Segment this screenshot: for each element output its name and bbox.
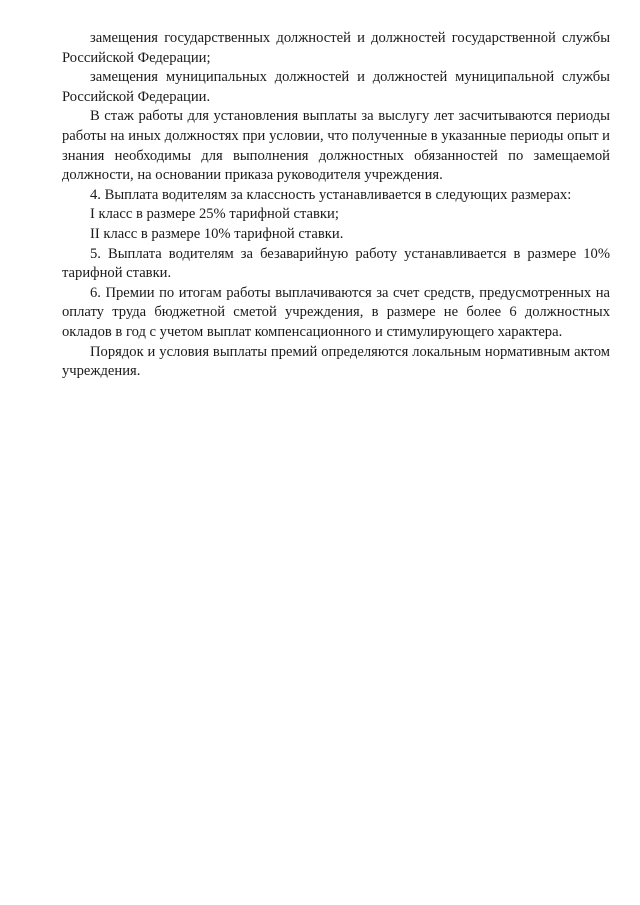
- paragraph-driver-class-payment: 4. Выплата водителям за классность устанавливается в следующих размерах:: [90, 186, 572, 203]
- paragraph-accident-free-payment: 5. Выплата водителям за безаварийную работу устанавливается в размере 10% тарифной ставки.: [62, 245, 610, 282]
- paragraph-class-2: II класс в размере 10% тарифной ставки.: [90, 225, 344, 242]
- document-body: [62, 29, 610, 382]
- paragraph-service-municipal: замещения муниципальных должностей и должностей муниципальной службы Российской Федерации.: [62, 69, 610, 105]
- paragraph-bonus-procedure: Порядок и условия выплаты премий определяются локальным нормативным актом учреждения.: [62, 343, 610, 380]
- paragraph-seniority-periods: В стаж работы для установления выплаты за выслугу лет засчитываются периоды работы на иных должностях при условии, что полученные в указанные периоды опыт и знания необходимы для выполнения должностных обязанностей по замещаемой должности, на основании приказа руководителя учреждения.: [62, 108, 610, 184]
- paragraph-service-state: замещения государственных должностей и должностей государственной службы Российской Федерации;: [62, 30, 610, 66]
- paragraph-class-1: I класс в размере 25% тарифной ставки;: [90, 206, 339, 223]
- paragraph-bonuses: 6. Премии по итогам работы выплачиваются за счет средств, предусмотренных на оплату труда бюджетной сметой учреждения, в размере не более 6 должностных окладов в год с учетом выплат компенсационного и стимулирующего характера.: [62, 284, 610, 340]
